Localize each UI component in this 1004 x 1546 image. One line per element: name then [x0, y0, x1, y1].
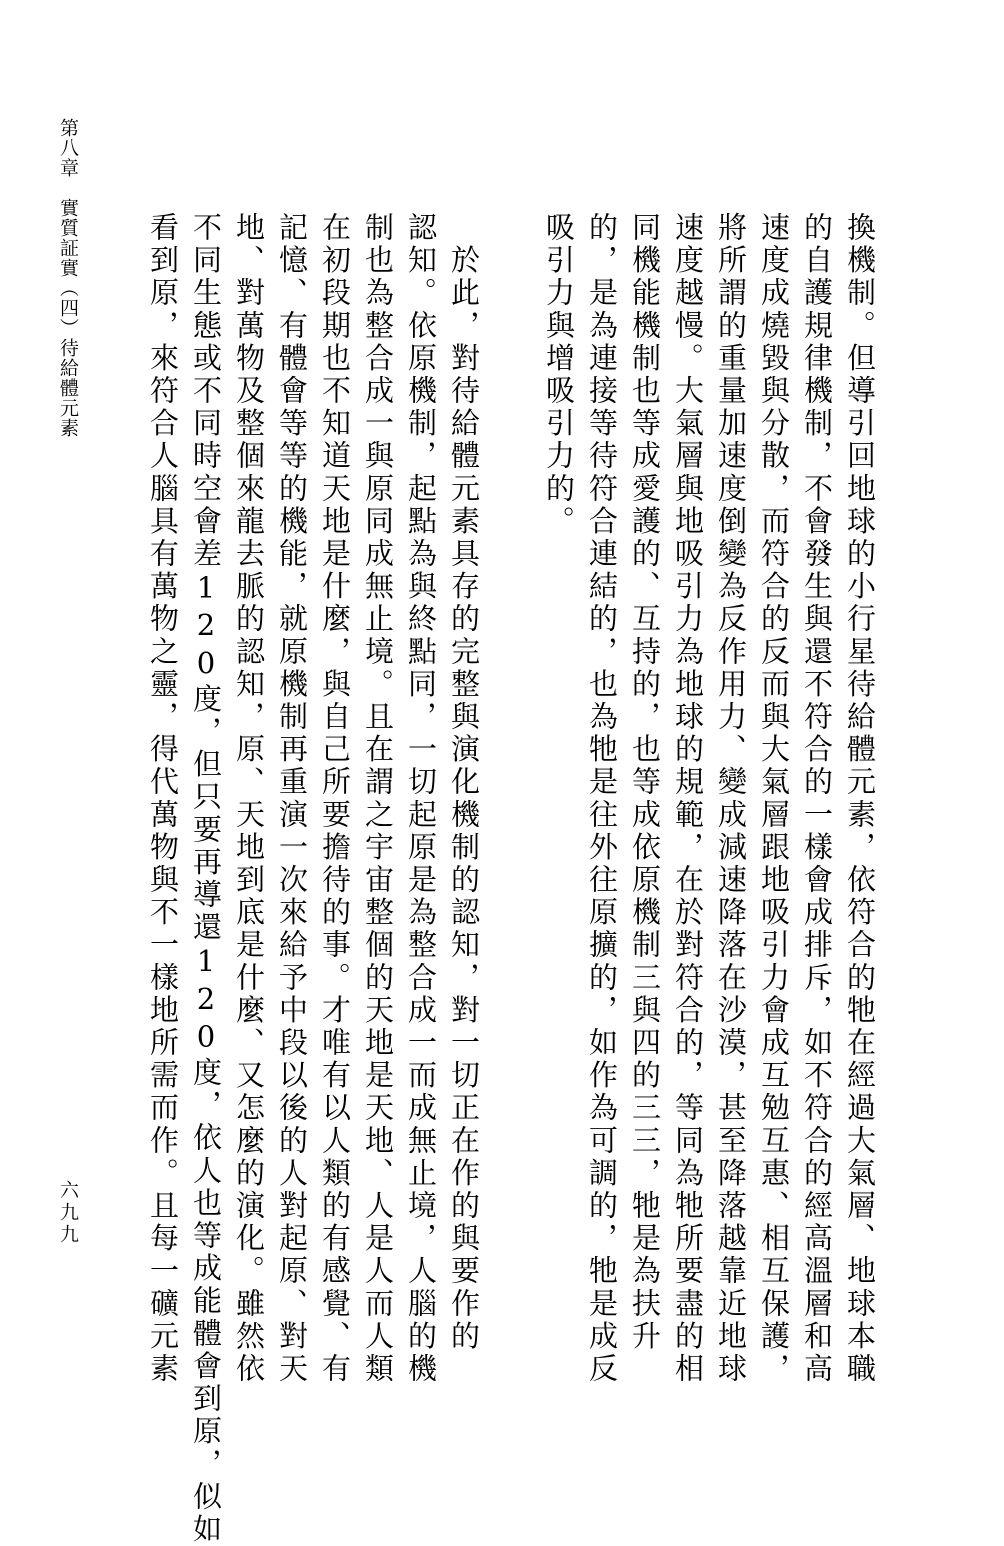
text-column-13: 記憶、有體會等等的機能，就原機制再重演一次來給予中段以後的人對起原、對天	[275, 212, 309, 1386]
text-column-5: 速度越慢。大氣層與地吸引力為地球的規範，在於對符合的，等同為牠所要盡的相	[671, 212, 705, 1386]
running-head-spacer	[57, 178, 79, 198]
text-column-16: 看到原，來符合人腦具有萬物之靈，得代萬物與不一樣地所需而作。且每一礦元素	[146, 212, 180, 1386]
running-head-title: 實質証實（四）待給體元素	[57, 198, 79, 438]
text-column-1: 換機制。但導引回地球的小行星待給體元素，依符合的牠在經過大氣層、地球本職	[843, 212, 877, 1386]
text-column-12: 在初段期也不知道天地是什麼，與自己所要擔待的事。才唯有以人類的有感覺、有	[318, 212, 352, 1386]
text-column-15: 不同生態或不同時空會差120度，但只要再導還120度，依人也等成能體會到原，似如	[189, 212, 223, 1546]
text-column-2: 的自護規律機制，不會發生與還不符合的一樣會成排斥，如不符合的經高溫層和高	[800, 212, 834, 1386]
text-column-14: 地、對萬物及整個來龍去脈的認知，原、天地到底是什麼、又怎麼的演化。雖然依	[232, 212, 266, 1386]
text-column-7: 的，是為連接等待符合連結的，也為牠是往外往原擴的，如作為可調的，牠是成反	[585, 212, 619, 1386]
text-column-9: 於此，對待給體元素具存的完整與演化機制的認知，對一切正在作的與要作的	[447, 212, 481, 1353]
running-head-chapter: 第八章	[57, 118, 79, 178]
text-column-8: 吸引力與增吸引力的。	[542, 212, 576, 538]
page-number: 六九九	[57, 1180, 79, 1246]
text-column-6: 同機能機制也等成愛護的、互持的，也等成依原機制三與四的三三，牠是為扶升	[628, 212, 662, 1353]
running-head	[54, 118, 82, 438]
text-column-10: 認知。依原機制，起點為與終點同，一切起原是為整合成一而成無止境，人腦的機	[404, 212, 438, 1386]
text-column-3: 速度成燒毀與分散，而符合的反而與大氣層跟地吸引力會成互勉互惠、相互保護，	[757, 212, 791, 1386]
text-column-4: 將所謂的重量加速度倒變為反作用力、變成減速降落在沙漠，甚至降落越靠近地球	[714, 212, 748, 1386]
text-column-11: 制也為整合成一與原同成無止境。且在謂之宇宙整個的天地是天地、人是人而人類	[361, 212, 395, 1386]
